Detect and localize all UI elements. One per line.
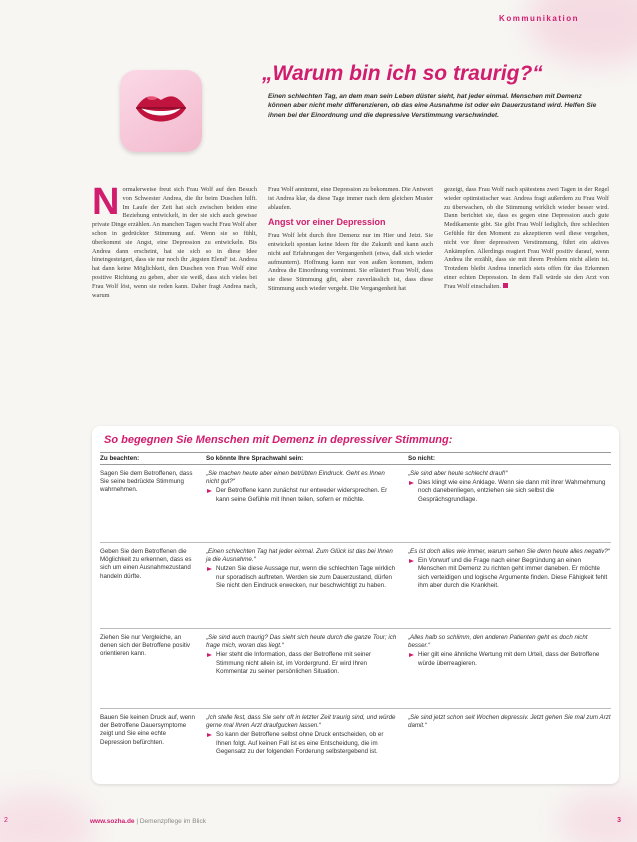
- page-number: 3: [617, 817, 621, 824]
- triangle-bullet-icon: Hier gilt eine ähnliche Wertung mit dem Urteil, dass der Betroffene würde überreagieren.: [408, 651, 611, 667]
- triangle-bullet-icon: Nutzen Sie diese Aussage nur, wenn die schlechten Tage wirklich nur sporadisch auftreten. Werden sie zum Dauerzustand, dürfen Sie nicht den Eindruck erwecken, nur beschwichtigt zu haben.: [206, 565, 398, 590]
- decor-blob: [0, 792, 95, 842]
- table-header: [100, 452, 611, 465]
- quote: „Einen schlechten Tag hat jeder einmal. Zum Glück ist das bei Ihnen ja die Ausnahme.“: [206, 548, 393, 564]
- good-cell: [206, 470, 408, 537]
- paragraph: Frau Wolf lebt durch ihre Demenz nur im Hier und Jetzt. Sie entwickelt spontan keine Ideen für die Zukunft und kann auch nicht auf Erfahrungen der Vergangenheit (etwa, daß sich wieder aufmuntern). Hoffnung kann nur von außen kommen, indem Andrea die Einordnung vornimmt. Sie erläutert Frau Wolf, dass sie diese Stimmung gibt, aber zuverlässlich ist, dass diese Stimmung auch wieder vergeht. Die Vergangenheit hat: [268, 232, 433, 292]
- good-cell: [206, 548, 408, 623]
- bad-cell: [408, 714, 611, 784]
- article-title: „Warum bin ich so traurig?“: [262, 62, 543, 85]
- note-cell: Ziehen Sie nur Vergleiche, an denen sich der Betroffene positiv orientieren kann.: [100, 634, 191, 658]
- bad-cell: [408, 470, 611, 537]
- square-end-mark-icon: [503, 283, 508, 288]
- quote: „Alles halb so schlimm, den anderen Patienten geht es doch nicht besser.“: [408, 634, 588, 650]
- dropcap: N: [92, 181, 120, 223]
- note-cell: Geben Sie dem Betroffenen die Möglichkeit zu erkennen, dass es sich um einen Ausnahmezustand handeln dürfte.: [100, 548, 192, 580]
- table-row: [100, 543, 611, 629]
- table-row: [100, 629, 611, 709]
- column-header: So nicht:: [408, 455, 435, 462]
- triangle-bullet-icon: So kann der Betroffene selbst ohne Druck entscheiden, ob er Ihnen folgt. Auf keinen Fall ist es eine Entscheidung, die im Gegensatz zu der folgenden Forderung selbstergebend ist.: [206, 731, 398, 756]
- paragraph: ormalerweise freut sich Frau Wolf auf den Besuch von Schwester Andrea, die ihr beim Duschen hilft. Im Laufe der Zeit hat sich zwischen beiden eine Beziehung entwickelt, in der sie sich auch gewisse private Dinge erzählen. An manchen Tagen wacht Frau Wolf aber schon in gedrückter Stimmung auf. Wenn sie so fühlt, überkommt sie Angst, eine Depression zu entwickeln. Bis Andrea dann erscheint, hat sie sich so in diese Idee hineingesteigert, dass sie nur noch ihr ‚ärgsten Elend‘ ist. Andrea hat dann keine Möglichkeit, den Duschen von Frau Wolf eine positive Richtung zu geben, aber sie weiß, dass sich vieles bei Frau Wolf löst, wenn sie reden kann. Daher fragt Andrea nach, warum: [92, 186, 257, 299]
- good-cell: [206, 634, 408, 703]
- column-1: [92, 181, 257, 300]
- tips-box-title: So begegnen Sie Menschen mit Demenz in depressiver Stimmung:: [104, 434, 453, 446]
- good-cell: [206, 714, 408, 784]
- quote: „Sie sind auch traurig? Das sieht sich heute durch die ganze Tour; ich frage mich, woran das liegt.“: [206, 634, 397, 650]
- article-lede: Einen schlechten Tag, an dem man sein Leben düster sieht, hat jeder einmal. Menschen mit Demenz können aber nicht mehr differenzieren, ob das eine Ausnahme ist oder ein Dauerzustand wird. Helfen Sie ihnen bei der Einordnung und die depressive Verstimmung verschwindet.: [268, 93, 597, 119]
- bad-cell: [408, 634, 611, 703]
- quote: „Sie sind aber heute schlecht drauf!“: [408, 470, 508, 477]
- section-label: Kommunikation: [499, 14, 579, 23]
- note-cell: Bauen Sie keinen Druck auf, wenn der Betroffene Dauersymptome zeigt und Sie eine echte Depression befürchten.: [100, 714, 195, 746]
- column-header: So könnte Ihre Sprachwahl sein:: [206, 455, 304, 462]
- website-link[interactable]: www.sozha.de: [90, 818, 135, 825]
- column-header: Zu beachten:: [100, 455, 140, 462]
- paragraph: Frau Wolf annimmt, eine Depression zu bekommen. Die Antwort ist Andrea klar, da diese Tage immer nach dem gleichen Muster ablaufen.: [268, 186, 433, 211]
- tips-box: [92, 426, 619, 784]
- publication-name: | Demenzpflege im Blick: [136, 818, 206, 825]
- triangle-bullet-icon: Ein Vorwurf und die Frage nach einer Begründung an einen Menschen mit Demenz zu richten geht immer daneben. Er möchte sich verteidigen und logische Argumente finden. Diese Fähigkeit fehlt ihm aber durch die Krankheit.: [408, 557, 611, 590]
- table-row: [100, 709, 611, 789]
- quote: „Sie sind jetzt schon seit Wochen depressiv. Jetzt gehen Sie mal zum Arzt damit.“: [408, 714, 611, 730]
- column-2: [268, 186, 433, 294]
- quote: „Sie machen heute aber einen betrübten Eindruck. Geht es Ihnen nicht gut?“: [206, 470, 385, 486]
- page-number-left: 2: [4, 817, 8, 824]
- decor-blob: [527, 0, 637, 65]
- paragraph: gezeigt, dass Frau Wolf nach spätestens zwei Tagen in der Regel wieder optimistischer war. Andrea fragt außerdem zu Frau Wolf zu überwachen, ob die Stimmung wirklich wieder besser wird. Dann berichtet sie, dass es gegen eine Depression auch gute Medikamente gibt. Sie gibt Frau Wolf lediglich, ihre schlechten Gefühle für den Moment zu akzeptieren weil diese vergehen, nicht vor ihrer depressiven Verstimmung, führt ein aktives Ankämpfen. Allerdings reagiert Frau Wolf positiv darauf, wenn Andrea ihr erzählt, dass sie mit ihrem Problem nicht allein ist. Trotzdem bleibt Andrea innerlich stets offen für das Erkennen einer echten Depression. In dem Fall würde sie den Arzt von Frau Wolf einschalten.: [444, 186, 609, 290]
- article-body: [92, 181, 616, 368]
- column-3: [444, 186, 609, 292]
- decor-blob: [557, 792, 637, 842]
- triangle-bullet-icon: Dies klingt wie eine Anklage. Wenn sie dann mit ihrer Wahrnehmung noch danebenliegen, entziehen sie sich selbst die Gesprächsgrundlage.: [408, 479, 611, 504]
- tips-table: [100, 452, 611, 789]
- lips-icon: [120, 70, 202, 152]
- table-row: [100, 465, 611, 543]
- triangle-bullet-icon: Der Betroffene kann zunächst nur entweder widersprechen. Er kann seine Gefühle mit Ihnen teilen, sofern er möchte.: [206, 487, 398, 503]
- footer: [90, 818, 206, 825]
- triangle-bullet-icon: Hier steht die Information, dass der Betroffene mit seiner Stimmung nicht allein ist, im Vordergrund. Er wird Ihren Kommentar zu seiner persönlichen Situation.: [206, 651, 398, 676]
- subheading: Angst vor einer Depression: [268, 217, 386, 228]
- quote: „Ich stelle fest, dass Sie sehr oft in letzter Zeit traurig sind, und würde gerne mal Ihren Arzt draufgucken lassen.“: [206, 714, 396, 730]
- quote: „Es ist doch alles wie immer, warum sehen Sie denn heute alles negativ?“: [408, 548, 610, 555]
- note-cell: Sagen Sie dem Betroffenen, dass Sie seine bedrückte Stimmung wahrnehmen.: [100, 470, 193, 494]
- bad-cell: [408, 548, 611, 623]
